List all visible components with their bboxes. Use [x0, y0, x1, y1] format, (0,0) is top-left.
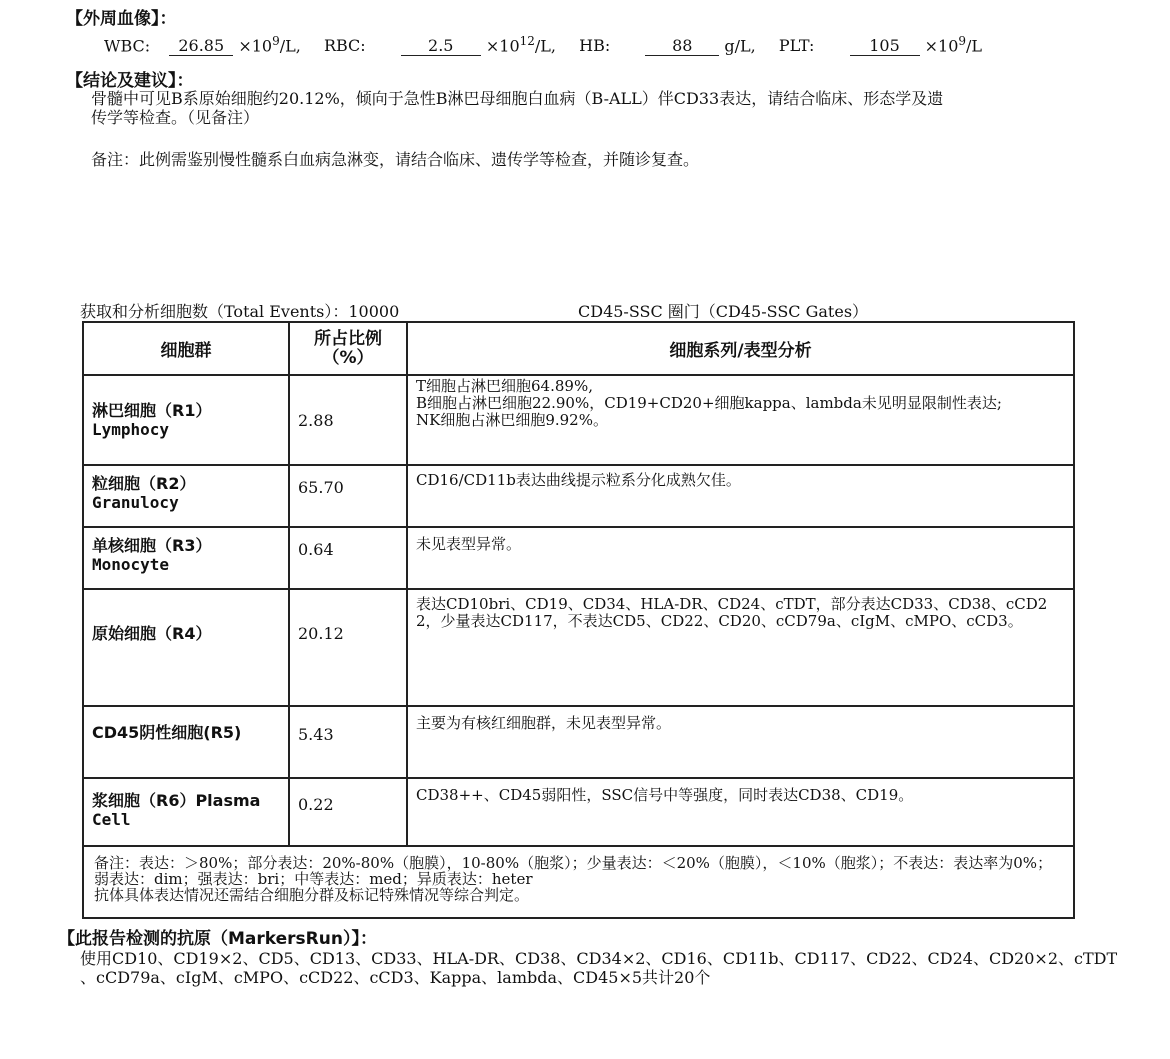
total-events-label: 获取和分析细胞数（Total Events）：10000 [80, 302, 400, 321]
markers-line-2: 、cCD79a、cIgM、cMPO、cCD22、cCD3、Kappa、lambda、CD45×5共计20个 [80, 968, 711, 987]
table-row [83, 375, 1074, 465]
population-cell [83, 375, 289, 465]
wbc-value: 26.85 [169, 36, 233, 56]
plt-exp: 9 [958, 34, 967, 48]
phenotype-line: 主要为有核红细胞群，未见表型异常。 [416, 714, 672, 732]
population-name-cn: 粒细胞（R2） [92, 474, 196, 493]
phenotype-cell [407, 375, 1074, 465]
plt-label: PLT: [778, 36, 815, 56]
percent-cell: 20.12 [289, 589, 407, 706]
phenotype-cell [407, 778, 1074, 846]
phenotype-line: NK细胞占淋巴细胞9.92%。 [416, 411, 608, 429]
plt-value: 105 [850, 36, 920, 56]
percent-cell: 5.43 [289, 706, 407, 778]
table-row [83, 527, 1074, 589]
hb-value: 88 [645, 36, 719, 56]
header-percent-line-2: （%） [322, 347, 374, 368]
population-name-en: Lymphocy [92, 420, 170, 439]
wbc-label: WBC: [104, 36, 151, 56]
percent-cell: 65.70 [289, 465, 407, 527]
population-cell [83, 778, 289, 846]
population-name-cn: 浆细胞（R6）Plasma [92, 791, 261, 810]
rbc-label: RBC: [323, 36, 366, 56]
conclusion-line-1: 骨髓中可见B系原始细胞约20.12%，倾向于急性B淋巴母细胞白血病（B-ALL）伴CD33表达，请结合临床、形态学及遗 [91, 89, 944, 108]
table-row [83, 778, 1074, 846]
population-name-en: Monocyte [92, 555, 170, 574]
wbc-unit-post: /L, [279, 36, 301, 56]
population-cell [83, 706, 289, 778]
phenotype-line: CD38++、CD45弱阳性，SSC信号中等强度，同时表达CD38、CD19。 [416, 786, 914, 804]
hb-unit: g/L, [724, 36, 756, 56]
population-cell [83, 589, 289, 706]
header-percent [289, 322, 407, 375]
percent-cell: 0.64 [289, 527, 407, 589]
phenotype-cell [407, 706, 1074, 778]
table-row [83, 465, 1074, 527]
rbc-exp: 12 [519, 34, 535, 48]
phenotype-line: 表达CD10bri、CD19、CD34、HLA-DR、CD24、cTDT，部分表达CD33、CD38、cCD22，少量表达CD117，不表达CD5、CD22、CD20、cCD79a、cIgM、cMPO、cCD3。 [416, 595, 1048, 630]
rbc-value: 2.5 [401, 36, 481, 56]
markers-line-1: 使用CD10、CD19×2、CD5、CD13、CD33、HLA-DR、CD38、CD34×2、CD16、CD11b、CD117、CD22、CD24、CD20×2、cTDT [80, 949, 1118, 968]
conclusion-section-title: 【结论及建议】： [66, 71, 194, 91]
population-name-cn: CD45阴性细胞(R5) [92, 723, 242, 742]
phenotype-line: T细胞占淋巴细胞64.89%, [416, 377, 593, 395]
table-row [83, 706, 1074, 778]
population-name-cn: 淋巴细胞（R1） [92, 401, 212, 420]
table-footnote [83, 846, 1074, 918]
rbc-unit-pre: ×10 [485, 36, 520, 56]
table-header-row [83, 322, 1074, 375]
blood-section-title: 【外周血像】： [66, 9, 177, 29]
wbc-unit-pre: ×10 [238, 36, 273, 56]
population-name-cn: 原始细胞（R4） [92, 624, 212, 643]
gate-label: CD45-SSC 圈门（CD45-SSC Gates） [578, 302, 869, 321]
percent-cell: 0.22 [289, 778, 407, 846]
plt-unit-pre: ×10 [924, 36, 959, 56]
header-percent-line-1: 所占比例 [314, 328, 382, 349]
phenotype-line: B细胞占淋巴细胞22.90%，CD19+CD20+细胞kappa、lambda未见明显限制性表达; [416, 394, 1002, 412]
hb-label: HB: [579, 36, 611, 56]
phenotype-cell [407, 527, 1074, 589]
population-cell [83, 465, 289, 527]
percent-cell: 2.88 [289, 375, 407, 465]
phenotype-line: CD16/CD11b表达曲线提示粒系分化成熟欠佳。 [416, 471, 741, 489]
population-cell [83, 527, 289, 589]
header-phenotype: 细胞系列/表型分析 [407, 322, 1074, 375]
header-population: 细胞群 [83, 322, 289, 375]
conclusion-remark: 备注：此例需鉴别慢性髓系白血病急淋变，请结合临床、遗传学等检查，并随诊复查。 [91, 150, 700, 169]
population-name-en: Cell [92, 810, 131, 829]
table-row [83, 589, 1074, 706]
phenotype-cell [407, 465, 1074, 527]
markers-section-title: 【此报告检测的抗原（MarkersRun）】： [58, 929, 377, 949]
table-footnote-row [83, 846, 1074, 918]
rbc-unit-post: /L, [534, 36, 557, 56]
population-name-en: Granulocy [92, 493, 179, 512]
phenotype-line: 未见表型异常。 [416, 535, 522, 553]
footnote-line: 抗体具体表达情况还需结合细胞分群及标记特殊情况等综合判定。 [94, 886, 530, 904]
blood-values-row [104, 34, 982, 56]
results-table [82, 321, 1075, 919]
wbc-exp: 9 [272, 34, 280, 48]
conclusion-line-2: 传学等检查。（见备注） [91, 108, 260, 127]
footnote-line: 备注：表达：＞80%；部分表达：20%-80%（胞膜），10-80%（胞浆）；少量表达：＜20%（胞膜），＜10%（胞浆）；不表达：表达率为0%；弱表达：dim；强表达：bri；中等表达：med；异质表达：heter [94, 854, 1053, 888]
population-name-cn: 单核细胞（R3） [92, 536, 212, 555]
phenotype-cell [407, 589, 1074, 706]
plt-unit-post: /L [966, 36, 983, 56]
